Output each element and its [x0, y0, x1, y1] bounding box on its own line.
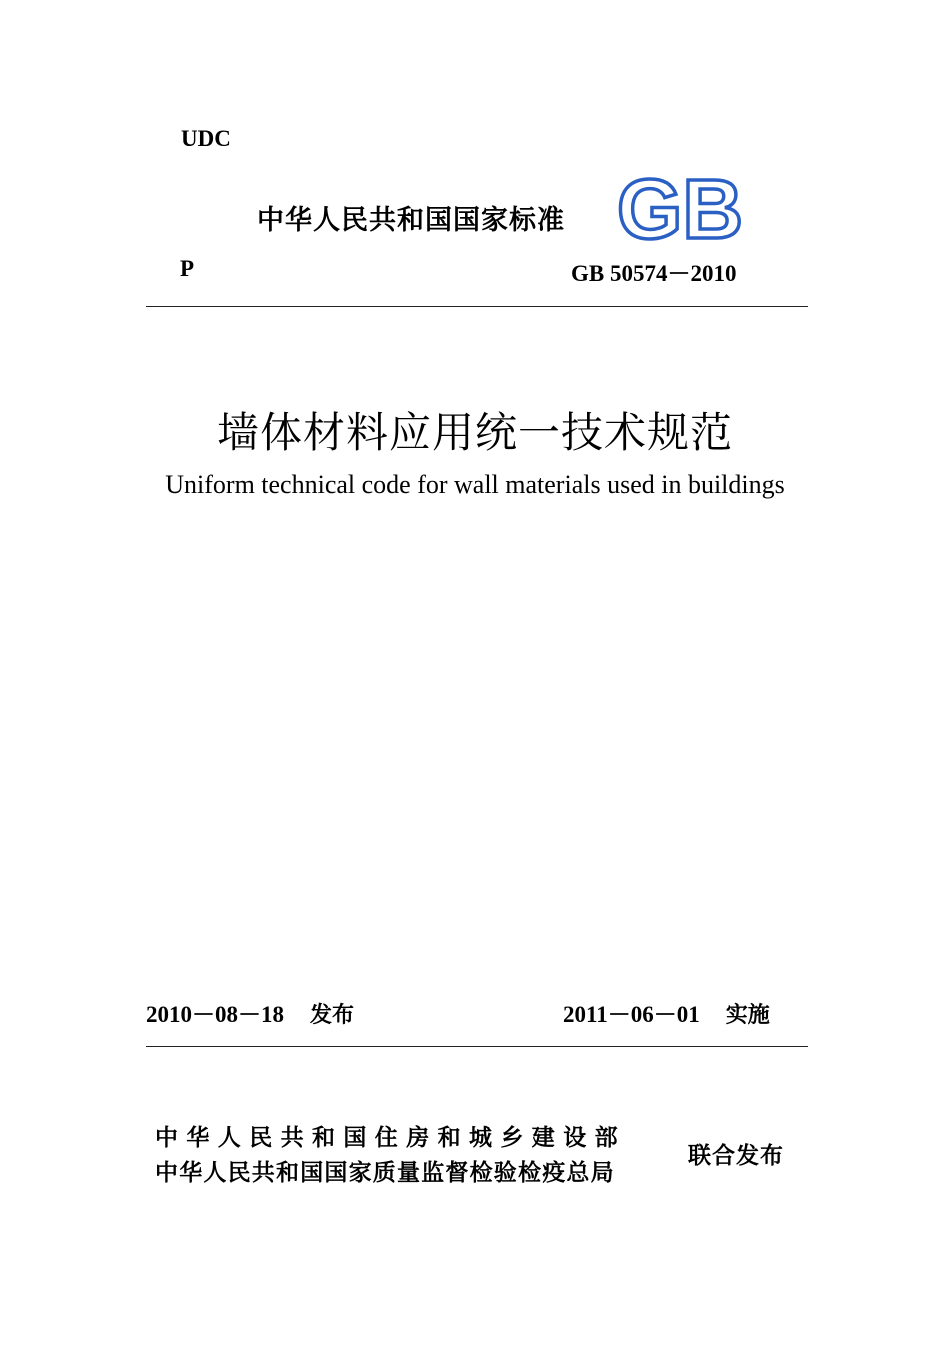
title-chinese: 墙体材料应用统一技术规范 — [216, 408, 733, 457]
publisher-aqsiq: 中华人民共和国国家质量监督检验检疫总局 — [155, 1160, 615, 1186]
category-code: P — [180, 256, 195, 281]
national-standard-heading: 中华人民共和国国家标准 — [257, 205, 565, 236]
publisher-ministry: 中华人民共和国住房和城乡建设部 — [155, 1125, 626, 1151]
udc-label: UDC — [181, 126, 231, 151]
issue-date: 2010－08－18 — [146, 1002, 284, 1027]
bottom-divider — [146, 1046, 808, 1047]
gb-logo-text: GB — [617, 168, 743, 244]
issue-date-block — [146, 996, 354, 1029]
top-divider — [146, 306, 808, 307]
gb-logo-icon — [615, 168, 757, 244]
implement-date: 2011－06－01 — [563, 1002, 700, 1027]
implement-label: 实施 — [725, 1003, 770, 1028]
issue-label: 发布 — [310, 1003, 355, 1028]
title-english: Uniform technical code for wall materials used in buildings — [165, 470, 785, 499]
implement-date-block — [563, 996, 770, 1029]
joint-publish-label: 联合发布 — [688, 1143, 784, 1169]
standard-number: GB 50574－2010 — [571, 261, 737, 286]
